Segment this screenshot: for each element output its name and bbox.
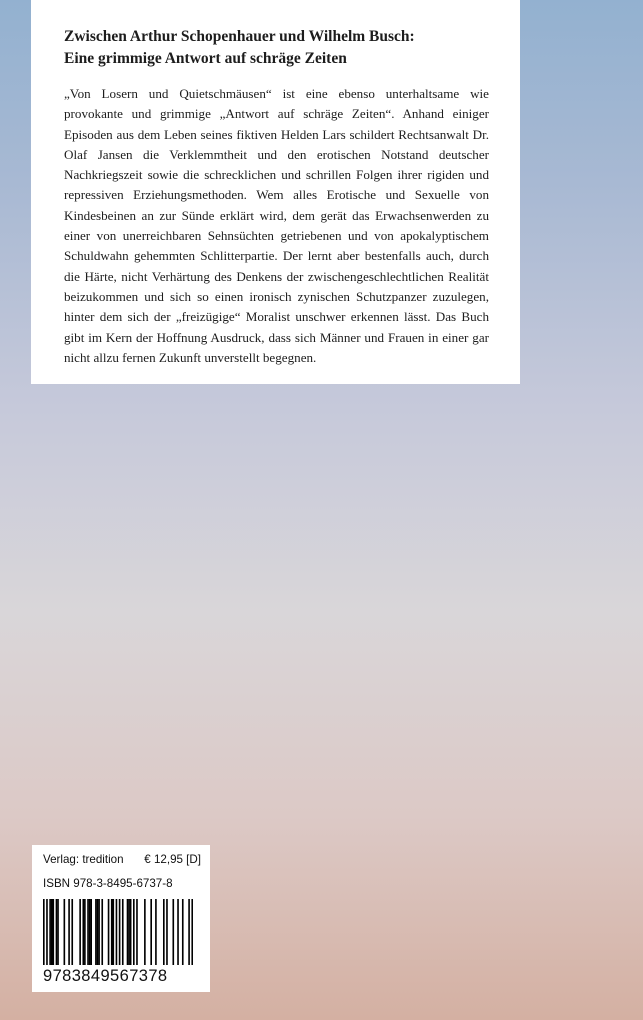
barcode-bar bbox=[57, 899, 59, 965]
blurb-body-text: „Von Losern und Quietschmäusen“ ist eine ebenso unterhaltsame wie provokante und grimmige „Antwort auf schräge Zeiten“. Anhand einiger Episoden aus dem Leben seines fiktiven Helden Lars schildert Rechtsanwalt Dr. Olaf Jansen die Verklemmtheit und den erotischen Notstand deutscher Nachkriegszeit sowie die schrecklichen und schrillen Folgen ihrer rigiden und repressiven Erziehungsmethoden. Wem alles Erotische und Sexuelle von Kindesbeinen an zur Sünde erklärt wird, dem gerät das Erwachsenwerden zu einer von unerreichbaren Sehnsüchten getriebenen und von apokalyptischem Schuldwahn gehemmten Schlitterpartie. Der lernt aber bestenfalls auch, durch die Härte, nicht Verhärtung des Denkens der zwischengeschlechtlichen Realität beizukommen und sich so einen ironisch zynischen Schutzpanzer zuzulegen, hinter dem sich der „freizügige“ Moralist unschwer erkennen lässt. Das Buch gibt im Kern der Hoffnung Ausdruck, dass sich Männer und Frauen in einer gar nicht allzu fernen Zukunft unverstellt begegnen. bbox=[64, 86, 489, 365]
blurb-title-line-2: Eine grimmige Antwort auf schräge Zeiten bbox=[64, 50, 347, 67]
barcode-bar bbox=[133, 899, 135, 965]
barcode-bar bbox=[52, 899, 54, 965]
barcode-bar bbox=[56, 899, 58, 965]
barcode-bar bbox=[112, 899, 114, 965]
barcode-bar bbox=[144, 899, 146, 965]
barcode-bar bbox=[46, 899, 48, 965]
barcode-bar bbox=[71, 899, 73, 965]
barcode-bar bbox=[136, 899, 138, 965]
barcode-bar bbox=[43, 899, 45, 965]
barcode-bar bbox=[97, 899, 99, 965]
ean-digits: 9783849567378 bbox=[43, 967, 168, 985]
barcode-bar bbox=[177, 899, 179, 965]
barcode-graphic bbox=[43, 899, 193, 965]
barcode-bar bbox=[188, 899, 190, 965]
barcode-bar bbox=[111, 899, 113, 965]
barcode-bar bbox=[64, 899, 66, 965]
barcode-bar bbox=[122, 899, 124, 965]
barcode-bar bbox=[84, 899, 86, 965]
publisher-label: Verlag: tredition bbox=[43, 853, 124, 866]
barcode-bar bbox=[98, 899, 100, 965]
isbn-barcode-box bbox=[32, 845, 210, 992]
isbn-label: ISBN 978-3-8495-6737-8 bbox=[43, 877, 173, 890]
back-cover-blurb-panel bbox=[31, 0, 520, 384]
price-label: € 12,95 [D] bbox=[144, 853, 201, 866]
barcode-bar bbox=[79, 899, 81, 965]
barcode-bar bbox=[172, 899, 174, 965]
barcode-bar bbox=[128, 899, 130, 965]
blurb-title-line-1: Zwischen Arthur Schopenhauer und Wilhelm Busch: bbox=[64, 28, 415, 45]
barcode-bar bbox=[127, 899, 129, 965]
barcode-bar bbox=[82, 899, 84, 965]
barcode-bar bbox=[89, 899, 91, 965]
barcode-bar bbox=[90, 899, 92, 965]
barcode-bar bbox=[101, 899, 103, 965]
barcode-bar bbox=[49, 899, 51, 965]
barcode-bar bbox=[95, 899, 97, 965]
barcode-bar bbox=[87, 899, 89, 965]
barcode-bar bbox=[68, 899, 70, 965]
barcode-bar bbox=[108, 899, 110, 965]
barcode-bar bbox=[155, 899, 157, 965]
barcode-bar bbox=[51, 899, 53, 965]
barcode-bar bbox=[150, 899, 152, 965]
blurb-title bbox=[64, 26, 489, 70]
barcode-bar bbox=[116, 899, 118, 965]
barcode-bar bbox=[166, 899, 168, 965]
barcode-bar bbox=[182, 899, 184, 965]
barcode-bar bbox=[119, 899, 121, 965]
barcode-bar bbox=[130, 899, 132, 965]
barcode-bar bbox=[163, 899, 165, 965]
barcode-bar bbox=[191, 899, 193, 965]
publisher-price-row bbox=[43, 853, 201, 867]
